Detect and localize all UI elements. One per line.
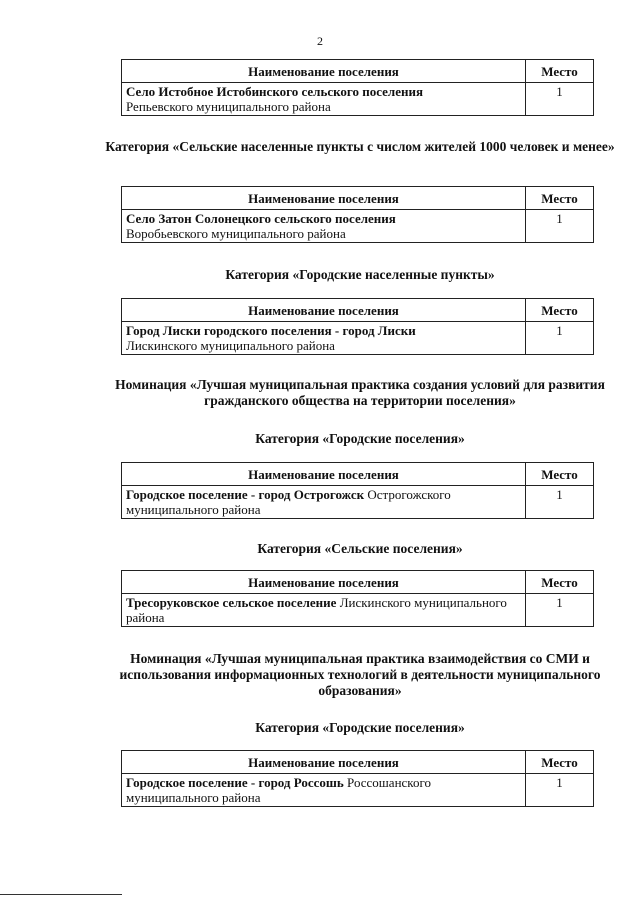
category-heading: Категория «Городские населенные пункты» [225, 267, 495, 282]
settlement-name-rest: Воробьевского муниципального района [126, 226, 346, 241]
settlement-name-bold: Тресоруковское сельское поселение [126, 595, 337, 610]
table-row [122, 486, 594, 519]
column-header-name: Наименование поселения [122, 299, 526, 322]
footnote-separator [0, 894, 122, 895]
table-header-row [122, 751, 594, 774]
settlement-name-cell [122, 322, 526, 355]
column-header-place: Место [526, 751, 594, 774]
column-header-name: Наименование поселения [122, 463, 526, 486]
table-header-row [122, 60, 594, 83]
results-table-1 [121, 59, 594, 116]
table-row [122, 322, 594, 355]
settlement-name-rest: Лискинского муниципального района [126, 338, 335, 353]
column-header-name: Наименование поселения [122, 60, 526, 83]
settlement-name-bold: Городское поселение - город Острогожск [126, 487, 365, 502]
nomination-heading: Номинация «Лучшая муниципальная практика создания условий для развития гражданского общества на территории поселения» [115, 377, 605, 408]
settlement-name-cell [122, 774, 526, 807]
results-table-2 [121, 186, 594, 243]
settlement-name-rest: Россошанского муниципального района [126, 775, 431, 805]
settlement-name-rest: Лискинского муниципального района [126, 595, 507, 625]
table-header-row [122, 463, 594, 486]
results-table-3 [121, 298, 594, 355]
table-header-row [122, 571, 594, 594]
place-cell: 1 [526, 83, 594, 116]
column-header-place: Место [526, 463, 594, 486]
category-heading: Категория «Городские поселения» [255, 720, 465, 735]
place-cell: 1 [526, 486, 594, 519]
page-number: 2 [317, 34, 323, 48]
results-table-5 [121, 570, 594, 627]
table-row [122, 774, 594, 807]
table-header-row [122, 187, 594, 210]
column-header-name: Наименование поселения [122, 187, 526, 210]
category-heading: Категория «Сельские поселения» [257, 541, 463, 556]
category-heading: Категория «Сельские населенные пункты с числом жителей 1000 человек и менее» [105, 139, 615, 154]
place-cell: 1 [526, 594, 594, 627]
place-cell: 1 [526, 322, 594, 355]
column-header-name: Наименование поселения [122, 751, 526, 774]
place-cell: 1 [526, 774, 594, 807]
settlement-name-bold: Село Истобное Истобинского сельского поселения [126, 84, 424, 99]
settlement-name-cell [122, 486, 526, 519]
settlement-name-cell [122, 210, 526, 243]
table-row [122, 83, 594, 116]
settlement-name-bold: Село Затон Солонецкого сельского поселения [126, 211, 396, 226]
settlement-name-cell [122, 594, 526, 627]
settlement-name-cell [122, 83, 526, 116]
results-table-6 [121, 750, 594, 807]
category-heading: Категория «Городские поселения» [255, 431, 465, 446]
settlement-name-rest: Репьевского муниципального района [126, 99, 331, 114]
settlement-name-bold: Городское поселение - город Россошь [126, 775, 344, 790]
settlement-name-bold: Город Лиски городского поселения - город Лиски [126, 323, 416, 338]
column-header-place: Место [526, 60, 594, 83]
nomination-heading: Номинация «Лучшая муниципальная практика взаимодействия со СМИ и использования информационных технологий в деятельности муниципального образования» [119, 651, 601, 698]
column-header-place: Место [526, 187, 594, 210]
results-table-4 [121, 462, 594, 519]
settlement-name-rest: Острогожского муниципального района [126, 487, 451, 517]
column-header-name: Наименование поселения [122, 571, 526, 594]
column-header-place: Место [526, 299, 594, 322]
table-header-row [122, 299, 594, 322]
column-header-place: Место [526, 571, 594, 594]
table-row [122, 594, 594, 627]
table-row [122, 210, 594, 243]
place-cell: 1 [526, 210, 594, 243]
